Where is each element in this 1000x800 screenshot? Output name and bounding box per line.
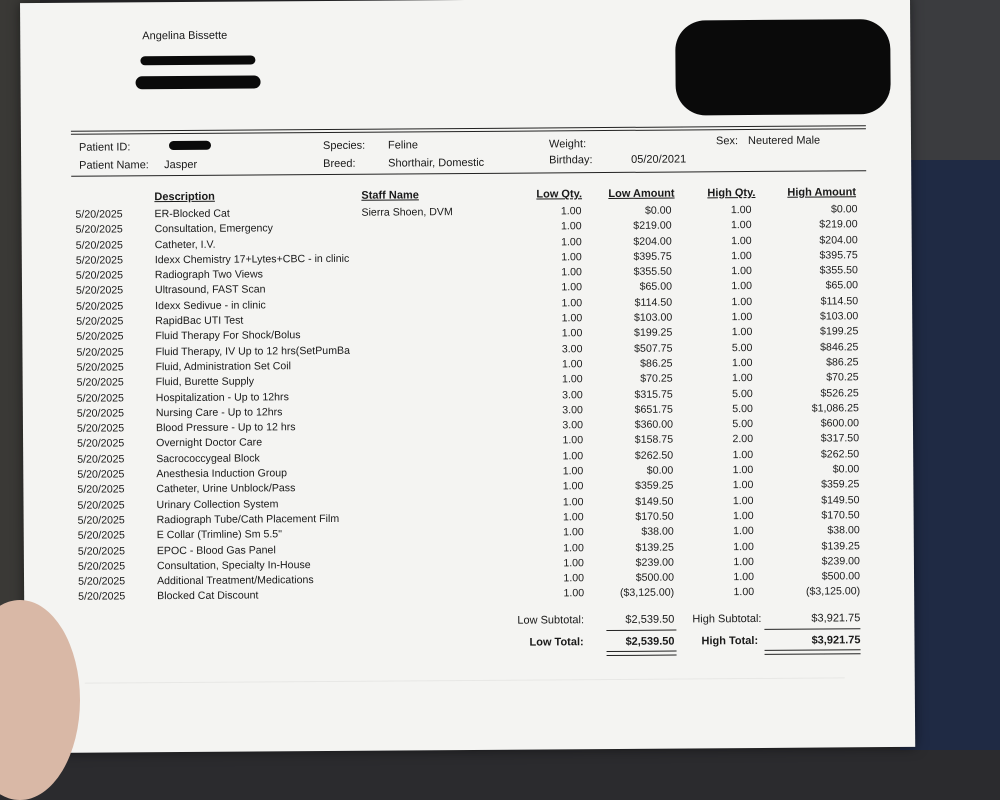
col-low-qty: Low Qty. <box>536 188 583 201</box>
item-low-amount: $65.00 <box>639 281 673 294</box>
item-high-qty: 1.00 <box>732 494 754 507</box>
item-date: 5/20/2025 <box>77 453 125 466</box>
item-date: 5/20/2025 <box>78 590 126 604</box>
breed-label: Breed: <box>323 157 356 170</box>
weight-label: Weight: <box>548 138 587 151</box>
item-date: 5/20/2025 <box>77 560 126 573</box>
patient-name: Jasper <box>164 158 198 172</box>
item-high-qty: 5.00 <box>732 418 754 431</box>
total-double-rule-high <box>765 649 861 655</box>
item-description: Fluid Therapy For Shock/Bolus <box>155 329 301 343</box>
item-low-amount: $395.75 <box>633 250 672 263</box>
item-low-qty: 1.00 <box>562 511 584 524</box>
item-low-qty: 1.00 <box>561 296 583 310</box>
item-date: 5/20/2025 <box>77 483 125 497</box>
item-high-amount: $70.25 <box>826 371 859 384</box>
item-high-amount: $0.00 <box>830 203 858 216</box>
item-description: E Collar (Trimline) Sm 5.5" <box>156 528 282 542</box>
birthday-value: 05/20/2021 <box>631 153 687 166</box>
item-low-qty: 1.00 <box>562 449 584 463</box>
item-low-qty: 1.00 <box>561 281 583 294</box>
item-high-qty: 1.00 <box>733 571 755 584</box>
item-description: RapidBac UTI Test <box>155 314 244 328</box>
item-date: 5/20/2025 <box>77 468 125 481</box>
subtotal-rule-high <box>764 628 860 630</box>
item-description: Fluid, Burette Supply <box>155 375 255 389</box>
item-high-qty: 5.00 <box>731 341 753 354</box>
item-high-amount: $359.25 <box>821 478 860 491</box>
item-high-qty: 1.00 <box>731 249 752 263</box>
sex-value: Neutered Male <box>747 134 821 148</box>
item-high-qty: 1.00 <box>731 295 753 308</box>
item-low-amount: $149.50 <box>635 495 674 508</box>
item-description: ER-Blocked Cat <box>154 207 230 221</box>
item-description: Idexx Chemistry 17+Lytes+CBC - in clinic <box>154 252 350 267</box>
birthday-label: Birthday: <box>549 154 593 167</box>
item-high-amount: $199.25 <box>819 325 859 338</box>
item-high-qty: 2.00 <box>732 433 754 446</box>
item-description: Blocked Cat Discount <box>157 589 259 603</box>
item-high-qty: 1.00 <box>732 464 754 477</box>
item-low-qty: 1.00 <box>561 266 582 279</box>
item-high-qty: 1.00 <box>732 479 754 492</box>
item-low-amount: $315.75 <box>634 388 673 401</box>
item-low-amount: $262.50 <box>634 449 674 462</box>
item-date: 5/20/2025 <box>76 407 125 420</box>
item-description: Fluid Therapy, IV Up to 12 hrs(SetPumBa <box>155 344 351 358</box>
item-low-amount: $158.75 <box>634 434 674 447</box>
item-description: Sacrococcygeal Block <box>156 452 260 465</box>
low-total-label: Low Total: <box>529 636 584 649</box>
col-high-qty: High Qty. <box>707 186 756 200</box>
item-low-qty: 1.00 <box>563 541 584 554</box>
item-low-amount: $219.00 <box>633 219 672 233</box>
item-date: 5/20/2025 <box>75 223 123 237</box>
item-high-qty: 1.00 <box>732 509 754 523</box>
item-low-qty: 3.00 <box>562 388 583 401</box>
header-rule-bottom <box>71 170 866 177</box>
item-description: Radiograph Two Views <box>154 268 263 282</box>
item-date: 5/20/2025 <box>77 499 125 512</box>
item-low-amount: $0.00 <box>644 204 672 217</box>
item-high-qty: 1.00 <box>731 234 752 247</box>
col-high-amount: High Amount <box>787 186 857 199</box>
item-high-amount: $38.00 <box>827 524 860 537</box>
owner-name: Angelina Bissette <box>142 29 228 43</box>
item-staff: Sierra Shoen, DVM <box>361 206 453 219</box>
item-high-amount: $0.00 <box>832 463 860 476</box>
item-date: 5/20/2025 <box>76 300 124 313</box>
item-low-qty: 3.00 <box>562 404 583 417</box>
item-date: 5/20/2025 <box>75 254 123 267</box>
item-description: Blood Pressure - Up to 12 hrs <box>155 421 296 435</box>
col-staff-name: Staff Name <box>361 189 419 202</box>
item-description: Radiograph Tube/Cath Placement Film <box>156 512 340 527</box>
item-date: 5/20/2025 <box>77 529 125 542</box>
item-description: Hospitalization - Up to 12hrs <box>155 390 289 404</box>
item-description: Overnight Doctor Care <box>156 436 263 450</box>
col-low-amount: Low Amount <box>608 187 675 201</box>
item-low-qty: 1.00 <box>563 572 585 585</box>
species-value: Feline <box>387 139 419 152</box>
item-description: Urinary Collection System <box>156 497 279 511</box>
high-subtotal-value: $3,921.75 <box>811 612 861 625</box>
item-high-amount: $103.00 <box>819 310 859 323</box>
total-double-rule-low <box>607 651 677 656</box>
item-low-amount: $360.00 <box>634 418 674 431</box>
item-date: 5/20/2025 <box>76 361 124 374</box>
item-date: 5/20/2025 <box>76 376 124 389</box>
patient-name-label: Patient Name: <box>79 159 149 172</box>
item-high-amount: $1,086.25 <box>811 402 859 415</box>
subtotal-rule-low <box>606 630 676 631</box>
item-date: 5/20/2025 <box>76 315 124 328</box>
item-description: Ultrasound, FAST Scan <box>154 283 266 297</box>
item-high-amount: $219.00 <box>819 218 858 231</box>
species-label: Species: <box>322 139 366 152</box>
item-low-amount: $359.25 <box>635 479 674 493</box>
item-date: 5/20/2025 <box>75 284 124 298</box>
item-date: 5/20/2025 <box>75 208 123 221</box>
low-subtotal-label: Low Subtotal: <box>517 614 585 627</box>
item-high-qty: 1.00 <box>731 311 753 324</box>
redacted-owner-line-2 <box>136 75 261 89</box>
item-description: Additional Treatment/Medications <box>157 574 314 588</box>
item-low-qty: 1.00 <box>561 373 583 386</box>
item-high-qty: 1.00 <box>733 586 755 599</box>
item-low-qty: 1.00 <box>563 587 585 600</box>
item-low-amount: $0.00 <box>646 464 674 477</box>
item-high-amount: $600.00 <box>820 417 860 430</box>
item-low-amount: $500.00 <box>635 571 675 584</box>
item-date: 5/20/2025 <box>76 330 124 344</box>
item-date: 5/20/2025 <box>76 422 125 435</box>
item-low-qty: 1.00 <box>560 205 582 218</box>
item-high-amount: ($3,125.00) <box>805 585 861 599</box>
redacted-owner-line-1 <box>140 55 255 65</box>
high-total-value: $3,921.75 <box>811 634 861 647</box>
item-low-amount: ($3,125.00) <box>619 586 675 600</box>
item-low-amount: $199.25 <box>633 326 673 340</box>
item-high-qty: 1.00 <box>730 204 752 217</box>
item-description: Nursing Care - Up to 12hrs <box>155 406 283 420</box>
item-high-amount: $526.25 <box>820 386 859 400</box>
item-high-qty: 1.00 <box>731 326 753 339</box>
item-low-qty: 1.00 <box>561 235 582 248</box>
low-subtotal-value: $2,539.50 <box>625 613 675 626</box>
item-low-qty: 3.00 <box>561 342 583 356</box>
breed-value: Shorthair, Domestic <box>388 156 485 170</box>
item-high-qty: 1.00 <box>731 372 753 385</box>
item-date: 5/20/2025 <box>75 238 123 252</box>
item-date: 5/20/2025 <box>77 544 126 558</box>
item-date: 5/20/2025 <box>76 391 124 405</box>
redacted-clinic-info <box>675 19 891 115</box>
item-high-amount: $355.50 <box>819 264 858 277</box>
item-high-qty: 1.00 <box>731 265 752 278</box>
item-high-qty: 1.00 <box>732 448 754 461</box>
col-description: Description <box>154 190 215 204</box>
item-date: 5/20/2025 <box>77 437 125 451</box>
item-date: 5/20/2025 <box>77 514 125 527</box>
item-high-amount: $846.25 <box>820 340 859 354</box>
patient-id-label: Patient ID: <box>78 141 131 154</box>
item-high-amount: $262.50 <box>820 448 860 461</box>
item-low-amount: $239.00 <box>635 556 674 569</box>
item-high-amount: $317.50 <box>820 432 860 445</box>
item-high-amount: $86.25 <box>826 356 859 369</box>
item-low-qty: 1.00 <box>561 327 583 340</box>
item-description: Consultation, Emergency <box>154 222 273 236</box>
item-high-amount: $149.50 <box>821 493 860 507</box>
item-high-amount: $139.25 <box>821 539 860 553</box>
item-low-qty: 1.00 <box>561 251 582 264</box>
item-high-amount: $204.00 <box>819 233 858 247</box>
high-subtotal-label: High Subtotal: <box>692 612 762 626</box>
item-high-qty: 1.00 <box>733 555 754 568</box>
item-low-amount: $114.50 <box>634 296 673 309</box>
item-low-qty: 1.00 <box>562 465 584 478</box>
item-low-qty: 1.00 <box>562 480 584 493</box>
item-low-amount: $139.25 <box>635 541 674 554</box>
item-high-qty: 1.00 <box>731 280 753 293</box>
item-description: Catheter, Urine Unblock/Pass <box>156 482 296 496</box>
item-date: 5/20/2025 <box>76 346 124 359</box>
estimate-document <box>20 0 915 753</box>
item-high-amount: $395.75 <box>819 249 858 262</box>
item-description: Idexx Sedivue - in clinic <box>155 299 266 312</box>
background-right-top <box>900 0 1000 160</box>
item-high-amount: $170.50 <box>821 509 860 522</box>
item-high-qty: 1.00 <box>731 356 753 370</box>
item-low-qty: 1.00 <box>562 434 584 447</box>
item-low-amount: $204.00 <box>633 235 672 248</box>
item-low-qty: 3.00 <box>562 419 584 432</box>
item-description: Fluid, Administration Set Coil <box>155 360 292 374</box>
item-low-qty: 1.00 <box>560 220 582 233</box>
item-high-amount: $239.00 <box>821 555 860 568</box>
item-description: EPOC - Blood Gas Panel <box>156 543 276 557</box>
line-items-table <box>21 203 914 607</box>
item-low-amount: $86.25 <box>640 357 673 370</box>
item-date: 5/20/2025 <box>78 575 126 588</box>
item-low-amount: $70.25 <box>640 372 673 386</box>
redacted-patient-id <box>169 141 211 150</box>
item-low-qty: 1.00 <box>561 312 583 325</box>
item-low-qty: 1.00 <box>561 358 583 371</box>
item-high-amount: $500.00 <box>821 570 861 583</box>
item-high-amount: $65.00 <box>825 279 859 292</box>
item-low-amount: $507.75 <box>634 342 673 355</box>
item-low-amount: $170.50 <box>635 510 674 523</box>
item-high-amount: $114.50 <box>820 295 859 308</box>
item-low-amount: $103.00 <box>633 311 673 324</box>
item-low-qty: 1.00 <box>563 557 584 570</box>
item-low-qty: 1.00 <box>562 495 584 508</box>
item-high-qty: 1.00 <box>730 219 752 232</box>
item-low-amount: $38.00 <box>641 525 674 539</box>
item-low-amount: $651.75 <box>634 403 673 416</box>
item-date: 5/20/2025 <box>75 269 124 282</box>
low-total-value: $2,539.50 <box>625 635 675 648</box>
item-description: Anesthesia Induction Group <box>156 467 288 481</box>
high-total-label: High Total: <box>701 634 759 648</box>
item-high-qty: 5.00 <box>732 402 753 416</box>
sex-label: Sex: <box>715 135 739 148</box>
item-high-qty: 5.00 <box>732 387 753 400</box>
item-description: Catheter, I.V. <box>154 238 216 251</box>
item-low-amount: $355.50 <box>633 265 672 279</box>
item-low-qty: 1.00 <box>563 526 584 539</box>
item-description: Consultation, Specialty In-House <box>156 558 311 572</box>
item-high-qty: 1.00 <box>733 540 754 553</box>
bleed-through-area <box>85 677 845 695</box>
item-high-qty: 1.00 <box>733 525 754 538</box>
